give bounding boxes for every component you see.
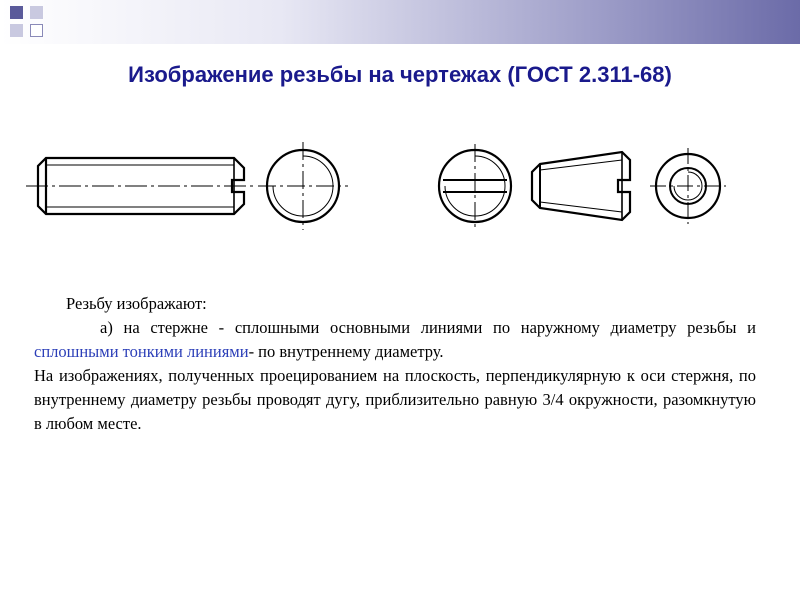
- slot-head-end-view: [439, 144, 511, 228]
- item-a: [34, 316, 756, 364]
- tapered-screw-side-view: [532, 152, 630, 220]
- set-screw-thin-lines: [26, 165, 256, 207]
- thread-drawings: [0, 130, 800, 240]
- body-text: [34, 292, 756, 436]
- set-screw-end-view: [258, 142, 348, 230]
- item-a-end: - по внутреннему диаметру.: [248, 342, 444, 361]
- header-band: [0, 0, 800, 44]
- tapered-screw-end-view: [650, 148, 726, 224]
- paragraph-2: На изображениях, полученных проецированием на плоскость, перпендикулярную к оси стержня, по внутреннему диаметру резьбы проводят дугу, приблизительно равную 3/4 окружности, разомкнутую в любом месте.: [34, 366, 756, 433]
- item-a-highlight: сплошными тонкими линиями: [34, 342, 249, 361]
- page-title: Изображение резьбы на чертежах (ГОСТ 2.311-68): [128, 62, 672, 87]
- lead-line: Резьбу изображают:: [66, 294, 207, 313]
- item-a-start: а) на стержне - сплошными основными линиями по наружному диаметру резьбы и: [100, 318, 756, 337]
